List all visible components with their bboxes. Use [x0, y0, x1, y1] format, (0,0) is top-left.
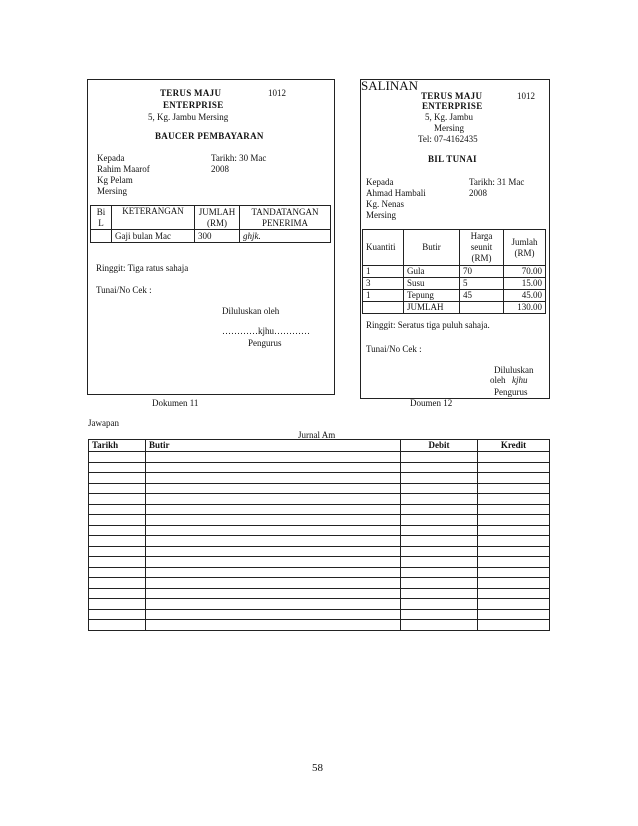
doc12-header-jumlah-2: (RM) — [514, 247, 535, 258]
jurnal-empty-row — [89, 452, 550, 463]
doc11-row-keterangan: Gaji bulan Mac — [112, 230, 195, 243]
doc12-header-butir: Butir — [404, 230, 460, 266]
jurnal-header-debit: Debit — [401, 440, 478, 452]
table-row — [91, 230, 331, 243]
doc12-company-line1: TERUS MAJU — [421, 91, 483, 101]
doc12-tarikh-line2: 2008 — [469, 188, 487, 198]
jurnal-empty-row — [89, 462, 550, 473]
doc11-address: 5, Kg. Jambu Mersing — [148, 112, 229, 122]
jurnal-header-butir: Butir — [146, 440, 401, 452]
doc12-jumlah-value: 130.00 — [504, 302, 546, 314]
doc12-header-harga-1: Harga — [470, 231, 493, 241]
doc11-header-jumlah-1: JUMLAH — [198, 206, 236, 217]
jurnal-empty-row — [89, 536, 550, 547]
doc11-ringgit: Ringgit: Tiga ratus sahaja — [96, 263, 189, 273]
doc12-diluluskan-2: oleh — [490, 375, 506, 385]
doc12-row-total: 15.00 — [504, 278, 546, 290]
doc11-row-signature: ghjk. — [240, 230, 331, 243]
doc12-row-item: Gula — [404, 266, 460, 278]
jurnal-empty-row — [89, 494, 550, 505]
doc12-tunai: Tunai/No Cek : — [366, 344, 422, 354]
doc11-diluluskan: Diluluskan oleh — [222, 306, 280, 316]
page-number: 58 — [312, 762, 323, 774]
doc11-row-jumlah: 300 — [195, 230, 240, 243]
jurnal-empty-row — [89, 620, 550, 631]
doc11-kepada-addr1: Kg Pelam — [97, 175, 133, 185]
doc12-kepada-label: Kepada — [366, 177, 394, 187]
jurnal-empty-row — [89, 504, 550, 515]
doc12-row-price: 45 — [460, 290, 504, 302]
doc12-row-item: Susu — [404, 278, 460, 290]
doc12-header-harga-3: (RM) — [471, 253, 492, 263]
doc12-row-price: 70 — [460, 266, 504, 278]
table-row — [363, 266, 546, 278]
jurnal-empty-row — [89, 473, 550, 484]
doc11-company-line2: ENTERPRISE — [163, 100, 224, 110]
doc12-table — [362, 229, 546, 314]
doc11-kepada-label: Kepada — [97, 153, 125, 163]
doc11-company-line1: TERUS MAJU — [160, 88, 222, 98]
jurnal-header-tarikh: Tarikh — [89, 440, 146, 452]
doc11-header-tandatangan-1: TANDATANGAN — [251, 206, 319, 217]
doc12-salinan: SALINAN — [361, 78, 419, 93]
doc12-diluluskan-1: Diluluskan — [494, 365, 534, 375]
doc11-sign-line: …………kjhu………… — [222, 326, 311, 336]
doc12-company-line2: ENTERPRISE — [422, 101, 483, 111]
doc11-pengurus: Pengurus — [248, 338, 282, 348]
table-row — [363, 290, 546, 302]
jurnal-header-kredit: Kredit — [478, 440, 550, 452]
doc12-row-qty: 1 — [363, 290, 404, 302]
jurnal-title: Jurnal Am — [298, 430, 336, 440]
doc11-table — [90, 205, 331, 243]
doc12-row-total: 70.00 — [504, 266, 546, 278]
doc11-tarikh-line1: Tarikh: 30 Mac — [211, 153, 267, 163]
jurnal-empty-row — [89, 599, 550, 610]
jurnal-empty-row — [89, 578, 550, 589]
doc11-header-bil-1: Bi — [96, 206, 106, 217]
doc12-title: BIL TUNAI — [428, 154, 477, 164]
table-row-total — [363, 302, 546, 314]
doc12-kepada-addr1: Kg. Nenas — [366, 199, 404, 209]
doc12-row-price: 5 — [460, 278, 504, 290]
doc12-pengurus: Pengurus — [494, 387, 528, 397]
jawapan-label: Jawapan — [88, 418, 119, 428]
doc11-title: BAUCER PEMBAYARAN — [155, 131, 264, 141]
doc12-address2: Mersing — [434, 123, 464, 133]
doc12-header-kuantiti: Kuantiti — [363, 230, 404, 266]
doc11-header-tandatangan-2: PENERIMA — [261, 217, 308, 228]
doc11-kepada-name: Rahim Maarof — [97, 164, 150, 174]
doc11-header-bil-2: L — [98, 217, 104, 228]
jurnal-empty-row — [89, 515, 550, 526]
jurnal-empty-row — [89, 546, 550, 557]
doc11-header-keterangan: KETERANGAN — [112, 206, 195, 230]
doc12-tarikh-line1: Tarikh: 31 Mac — [469, 177, 525, 187]
doc12-kepada-addr2: Mersing — [366, 210, 396, 220]
jurnal-empty-row — [89, 588, 550, 599]
doc12-caption: Doumen 12 — [410, 398, 453, 408]
doc12-row-total: 45.00 — [504, 290, 546, 302]
doc12-header-jumlah-1: Jumlah — [511, 236, 538, 247]
doc11-header-jumlah-2: (RM) — [207, 217, 227, 228]
doc12-address1: 5, Kg. Jambu — [425, 112, 473, 122]
doc12-header-harga-2: seunit — [470, 242, 493, 252]
doc12-row-qty: 3 — [363, 278, 404, 290]
doc11-caption: Dokumen 11 — [152, 398, 199, 408]
doc11-tunai: Tunai/No Cek : — [96, 285, 152, 295]
jurnal-empty-row — [89, 557, 550, 568]
table-row — [363, 278, 546, 290]
jurnal-am-table — [88, 439, 550, 631]
doc11-kepada-addr2: Mersing — [97, 186, 127, 196]
doc12-row-qty: 1 — [363, 266, 404, 278]
jurnal-empty-row — [89, 567, 550, 578]
doc12-jumlah-label: JUMLAH — [404, 302, 460, 314]
doc12-ringgit: Ringgit: Seratus tiga puluh sahaja. — [366, 320, 490, 330]
jurnal-empty-row — [89, 525, 550, 536]
doc12-signature: kjhu — [512, 375, 528, 385]
doc11-voucher-number: 1012 — [268, 88, 286, 98]
doc12-kepada-name: Ahmad Hambali — [366, 188, 426, 198]
doc12-tel: Tel: 07-4162435 — [418, 134, 478, 144]
doc12-row-item: Tepung — [404, 290, 460, 302]
jurnal-empty-row — [89, 609, 550, 620]
doc12-bill-number: 1012 — [517, 91, 535, 101]
jurnal-empty-row — [89, 483, 550, 494]
doc11-tarikh-line2: 2008 — [211, 164, 229, 174]
